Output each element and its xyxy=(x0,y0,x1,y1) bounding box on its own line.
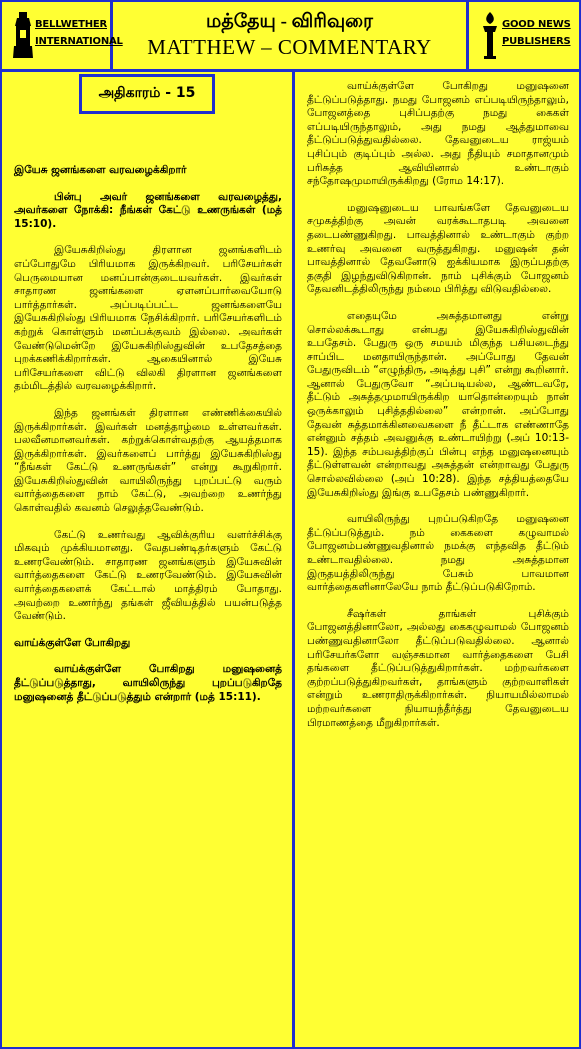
bellwether-logo xyxy=(2,2,123,69)
logo-line: BELLWETHER xyxy=(35,19,108,30)
paragraph: இயேசுகிறிஸ்து திரளான ஜனங்களிடம் எப்போதுமே பிரியமாக இருக்கிறவர். பரிசேயர்கள் பெருமையான மனப்பான்குடையவர்கள். இவர்கள் சாதாரண ஜனங்களை ஏளனப்பார்வையோடு பார்த்தார்கள். அப்படிப்பட்ட ஜனங்களையே இயேசுகிறிஸ்து பிரியமாக நேசிக்கிறார். பரிசேயர்களிடம் கற்றுக் கொள்ளும் மனப்பக்குவம் இல்லை. அவர்கள் வேண்டுமென்றே இயேசுகிறிஸ்துவின் உபதேசத்தை புறக்கணிக்கிறார்கள். ஆகையினால் இயேசு பரிசேயர்களை விட்டு விலகி திரளான ஜனங்களை தம்மிடத்தில் வரவழைக்கிறார். xyxy=(14,244,282,393)
paragraph: எதையுமே அசுத்தமானது என்று சொல்லக்கூடாது என்பது இயேசுகிறிஸ்துவின் உபதேசம். பேதுரு ஒரு சமயம் மிகுந்த பசியடைந்து சாப்பிட மனதாயிருந்தான். அப்போது தேவன் பேதுருவிடம் “எழுந்திரு, அடித்து புசி” என்று கூறினார். ஆனால் பேதுருவோ “அப்படியல்ல, ஆண்டவரே, தீட்டும் அசுத்தமுமாயிருக்கிற யாதொன்றையும் நான் ஒருக்காலும் புசித்ததில்லை” என்றான். அப்போது தேவன் சுத்தமாக்கினவைகளை நீ தீட்டாக எண்ணாதே என்னும் சத்தம் அவனுக்கு உண்டாயிற்று (அப் 10:13-15). இந்த சம்பவத்திற்குப் பின்பு எந்த மனுஷனையும் தீட்டுள்ளவன் என்றாவது அசுத்தன் என்றாவது பேதுரு சொல்லவில்லை (அப் 10:28). இந்த சத்தியத்தையே இயேசுகிறிஸ்து இங்கு உபதேசம் பண்ணுகிறார். xyxy=(307,309,569,499)
verse-quote: பின்பு அவர் ஜனங்களை வரவழைத்து, அவர்களை நோக்கி: நீங்கள் கேட்டு உணருங்கள் (மத் 15:10). xyxy=(14,190,282,230)
verse-quote: வாய்க்குள்ளே போகிறது மனுஷனைத் தீட்டுப்படுத்தாது, வாயிலிருந்து புறப்படுகிறதே மனுஷனைத் தீட்டுப்படுத்தும் என்றார் (மத் 15:11). xyxy=(14,663,282,703)
good-news-logo-text xyxy=(502,16,571,50)
logo-line: GOOD NEWS xyxy=(502,19,571,30)
page-title xyxy=(113,2,466,69)
paragraph: சீஷர்கள் தாங்கள் புசிக்கும் போஜனத்தினாலோ, அல்லது கைகழுவாமல் போஜனம் பண்ணுவதினாலோ தீட்டுப்படுவதில்லை. ஆனால் பரிசேயர்களோ வஞ்சகமான வார்த்தைகளை பேசி தங்களை தீட்டுப்படுத்துகிறார்கள். மற்றவர்களை குற்றப்படுத்துகிறவர்கள், தாங்களும் குற்றவாளிகள் என்றும் உணராதிருக்கிறார்கள். நியாயமில்லாமல் மற்றவர்களை நியாயந்தீர்த்து தேவனுடைய பிரமாணத்தை மீறுகிறார்கள். xyxy=(307,607,569,729)
logo-line: PUBLISHERS xyxy=(502,36,571,47)
chapter-label-box xyxy=(79,74,215,114)
bell-tower-icon xyxy=(12,10,34,60)
section-heading: இயேசு ஜனங்களை வரவழைக்கிறார் xyxy=(14,164,187,176)
paragraph: இந்த ஜனங்கள் திரளான எண்ணிக்கையில் இருக்கிறார்கள். இவர்கள் மனத்தாழ்மை உள்ளவர்கள். பலவீனமானவர்கள். கற்றுக்கொள்வதற்கு ஆயத்தமாக இருக்கிறார்கள். இவர்களைப் பார்த்து இயேசுகிறிஸ்து “நீங்கள் கேட்டு உணருங்கள்” என்று கூறுகிறார். இயேசுகிறிஸ்துவின் வாயிலிருந்து புறப்பட்டு வரும் வார்த்தைகளை நாம் கேட்டு, அவற்றை உணர்ந்து கொள்வதில் கவனம் செலுத்தவேண்டும். xyxy=(14,406,282,515)
paragraph: வாயிலிருந்து புறப்படுகிறதே மனுஷனை தீட்டுப்படுத்தும். நம் கைகளை கழுவாமல் போஜனம்பண்ணுவதினால் நமக்கு எந்தவித தீட்டும் உண்டாவதில்லை. நமது அசுத்தமான இருதயத்திலிருந்து பேசும் பாவமான வார்த்தைகளினாலேயே நாம் தீட்டுப்படுகிறோம். xyxy=(307,513,569,594)
paragraph: கேட்டு உணர்வது ஆவிக்குரிய வளர்ச்சிக்கு மிகவும் முக்கியமானது. வேதபண்டிதர்களும் கேட்டு உணரவேண்டும். சாதாரண ஜனங்களும் இயேசுவின் வார்த்தைகளை கேட்டு உணரவேண்டும். இயேசுவின் வார்த்தைகளைக் கேட்டால் மாத்திரம் போதாது. அவற்றை உணர்ந்து தங்கள் ஜீவியத்தில் பயன்படுத்த வேண்டும். xyxy=(14,528,282,623)
header xyxy=(2,2,579,72)
good-news-logo xyxy=(466,2,579,69)
logo-line: INTERNATIONAL xyxy=(35,36,123,47)
right-column-text xyxy=(307,80,569,743)
bellwether-logo-text xyxy=(35,16,123,50)
chapter-label: அதிகாரம் - 15 xyxy=(98,85,196,101)
left-column-text xyxy=(14,164,282,717)
title-english: MATTHEW – COMMENTARY xyxy=(147,35,432,59)
paragraph: வாய்க்குள்ளே போகிறது மனுஷனை தீட்டுப்படுத்தாது. நமது போஜனம் எப்படியிருந்தாலும், போஜனத்தை புசிப்பதற்கு நமது கைகள் எப்படியிருந்தாலும், அது நமது ஆத்துமாவை தீட்டுப்படுத்துவதில்லை. தேவனுடைய ராஜ்யம் புசிப்பும் குடிப்பும் அல்ல. அது நீதியும் சமாதானமும் பரிசுத்த ஆவியினால் உண்டாகும் சந்தோஷமுமாயிருக்கிறது (ரோம 14:17). xyxy=(307,80,569,188)
section-heading: வாய்க்குள்ளே போகிறது xyxy=(14,636,131,649)
paragraph: மனுஷனுடைய பாவங்களே தேவனுடைய சமுகத்திற்கு அவன் வரக்கூடாதபடி அவனை தடைபண்ணுகிறது. பாவத்தினால் உண்டாகும் குற்ற உணர்வு அவனை வருத்துகிறது. மனுஷன் தன் பாவத்தினால் தேவனோடு ஐக்கியமாக இருப்பதற்கு தகுதி இழந்துவிடுகிறான். நாம் புசிக்கும் போஜனம் தேவனிடத்திலிருந்து நம்மை பிரித்து விடுவதில்லை. xyxy=(307,201,569,296)
title-tamil: மத்தேயு - விரிவுரை xyxy=(206,11,373,32)
torch-icon xyxy=(479,10,501,60)
